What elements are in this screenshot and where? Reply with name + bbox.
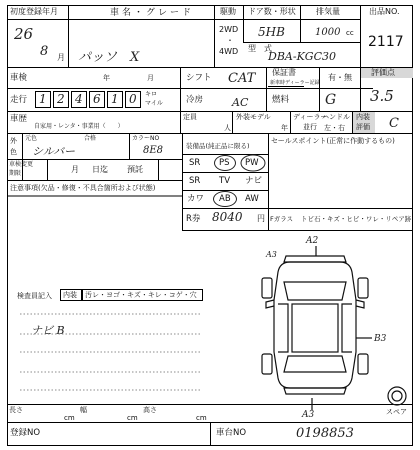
interior-value: C [389, 116, 399, 131]
inspector-damage-options: 汚レ・ヨゴ・キズ・キレ・コゲ・穴 [85, 291, 197, 299]
inspector-tab-label: 内装 [63, 291, 77, 299]
equip-item-tv: TV [219, 176, 231, 186]
mileage-digit: 6 [93, 92, 101, 106]
history-label: 車歴 [10, 114, 28, 124]
doors-label: ドア数・形状 [248, 7, 296, 16]
equipment-title: 装備品(純正品に限る) [186, 142, 250, 150]
shaken-year-unit: 年 [103, 74, 110, 82]
exterior-label: 外 [10, 137, 17, 145]
first-reg-year: 26 [14, 25, 34, 43]
shaken-month-unit: 月 [147, 74, 154, 82]
equip-item-sr-2: SR [189, 176, 201, 186]
height-label: 高さ [143, 406, 157, 414]
mileage-label: 走行 [10, 95, 28, 105]
equip-item-navi: ナビ [245, 176, 263, 186]
recycle-unit: 円 [257, 214, 265, 223]
chassis-label: 車台NO [216, 428, 247, 438]
fuel-value: G [325, 92, 337, 108]
first-reg-month-unit: 月 [57, 53, 65, 62]
notes-title: 注意事項(欠品・修復・不具合箇所および状態) [10, 184, 156, 192]
equip-item-pw: PW [245, 158, 259, 168]
interior-sub: 評価 [356, 123, 370, 131]
interior-label: 内装 [356, 113, 370, 121]
shaken-expiry-label: 車検変更 [9, 161, 34, 168]
car-name-value: パッソ X [78, 50, 140, 65]
damage-mark: B3 [374, 334, 387, 344]
deposit-label: 預託 [127, 165, 143, 174]
reg-no-label: 登録NO [10, 428, 41, 438]
mileage-digit: 4 [75, 92, 83, 106]
first-reg-label: 初度登録年月 [10, 7, 58, 16]
score-value: 3.5 [370, 87, 394, 105]
parallel-label: ディーラー [293, 113, 328, 121]
lot-no-label: 出品NO. [369, 7, 400, 16]
equip-item-aw: AW [245, 194, 259, 204]
spare-label: スペア [386, 408, 407, 416]
score-label: 評価点 [371, 68, 395, 77]
unit-km: キロ [145, 91, 158, 98]
damage-mark: A3 [266, 250, 277, 259]
drive-4wd: 4WD [219, 47, 239, 56]
unit-mile: マイル [145, 100, 163, 107]
drive-label: 駆動 [220, 7, 236, 16]
chassis-no-value: 0198853 [296, 426, 354, 441]
width-label: 幅 [80, 406, 87, 414]
mileage-digit: 1 [111, 92, 119, 106]
drive-dot: ・ [226, 36, 234, 45]
fuel-label: 燃料 [272, 95, 290, 105]
length-unit: cm [64, 414, 75, 422]
inspector-title: 検査員記入 [17, 292, 52, 300]
car-name-label: 車名・グレード [110, 8, 195, 18]
glass-options: トビ石・キズ・ヒビ・ワレ・リペア跡 [301, 215, 412, 223]
first-reg-month: 8 [40, 44, 49, 59]
model-change-unit: 年 [281, 124, 288, 132]
color-no-value: 8E8 [143, 145, 164, 156]
writing-lines [20, 314, 200, 390]
model-change-label: 外装モデル [236, 113, 271, 121]
equip-item-ps: PS [219, 158, 230, 168]
doors-value: 5HB [258, 25, 285, 39]
glass-label: Fガラス [270, 215, 294, 223]
handle-options: 左・右 [324, 124, 345, 132]
equip-circle-mark [241, 155, 265, 171]
recycle-value: 8040 [212, 210, 243, 224]
expiry-month-unit: 月 [71, 165, 79, 174]
cc-unit: cc [346, 29, 354, 37]
warranty-label: 保証書 [272, 68, 296, 77]
displacement-label: 排気量 [316, 7, 340, 16]
model-value: DBA-KGC30 [268, 50, 336, 63]
width-unit: cm [127, 414, 138, 422]
height-unit: cm [196, 414, 207, 422]
recycle-label: R券 [186, 214, 201, 224]
shift-label: シフト [186, 73, 212, 83]
sales-point-label: セールスポイント(正常に作動するもの) [271, 137, 395, 145]
length-label: 長さ [9, 406, 23, 414]
original-color-label: 元色 [25, 135, 38, 142]
car-diagram [262, 246, 406, 410]
ac-label: 冷房 [186, 95, 204, 105]
damage-mark: A3 [302, 410, 315, 420]
ac-value: AC [232, 96, 249, 109]
equip-item-leather: カワ [187, 194, 205, 204]
inspector-note: ナビ B [31, 324, 65, 337]
color-no-label: カラーNO [132, 135, 160, 142]
displacement-value: 1000 [315, 27, 341, 38]
mileage-digit: 0 [129, 92, 137, 106]
parallel-sub: 並行 [303, 123, 317, 131]
period-label: 期限 [9, 170, 22, 177]
color-mark: 合格 [84, 135, 97, 142]
lot-no-value: 2117 [368, 34, 404, 50]
expiry-day-unit: 日迄 [92, 165, 108, 174]
damage-mark: A2 [306, 236, 319, 246]
capacity-label: 定員 [183, 113, 197, 121]
mileage-digit: 1 [39, 92, 47, 106]
capacity-unit: 人 [224, 124, 231, 132]
model-label: 型 式 [248, 44, 272, 53]
color-word-label: 色 [10, 148, 17, 156]
mileage-digit: 2 [57, 92, 65, 106]
warranty-options: 有・無 [328, 73, 352, 82]
warranty-sub: 新車時ディーラー記録 [270, 80, 320, 86]
drive-2wd: 2WD [219, 25, 239, 34]
equip-item-ab: AB [219, 194, 231, 204]
history-options: 自家用・レンタ・事業用（ ） [34, 123, 124, 130]
equip-item-sr: SR [189, 158, 201, 168]
color-name-value: シルバー [32, 145, 75, 158]
shift-value: CAT [228, 71, 256, 86]
handle-label: ハンドル [322, 113, 350, 121]
shaken-label: 車検 [10, 73, 28, 83]
